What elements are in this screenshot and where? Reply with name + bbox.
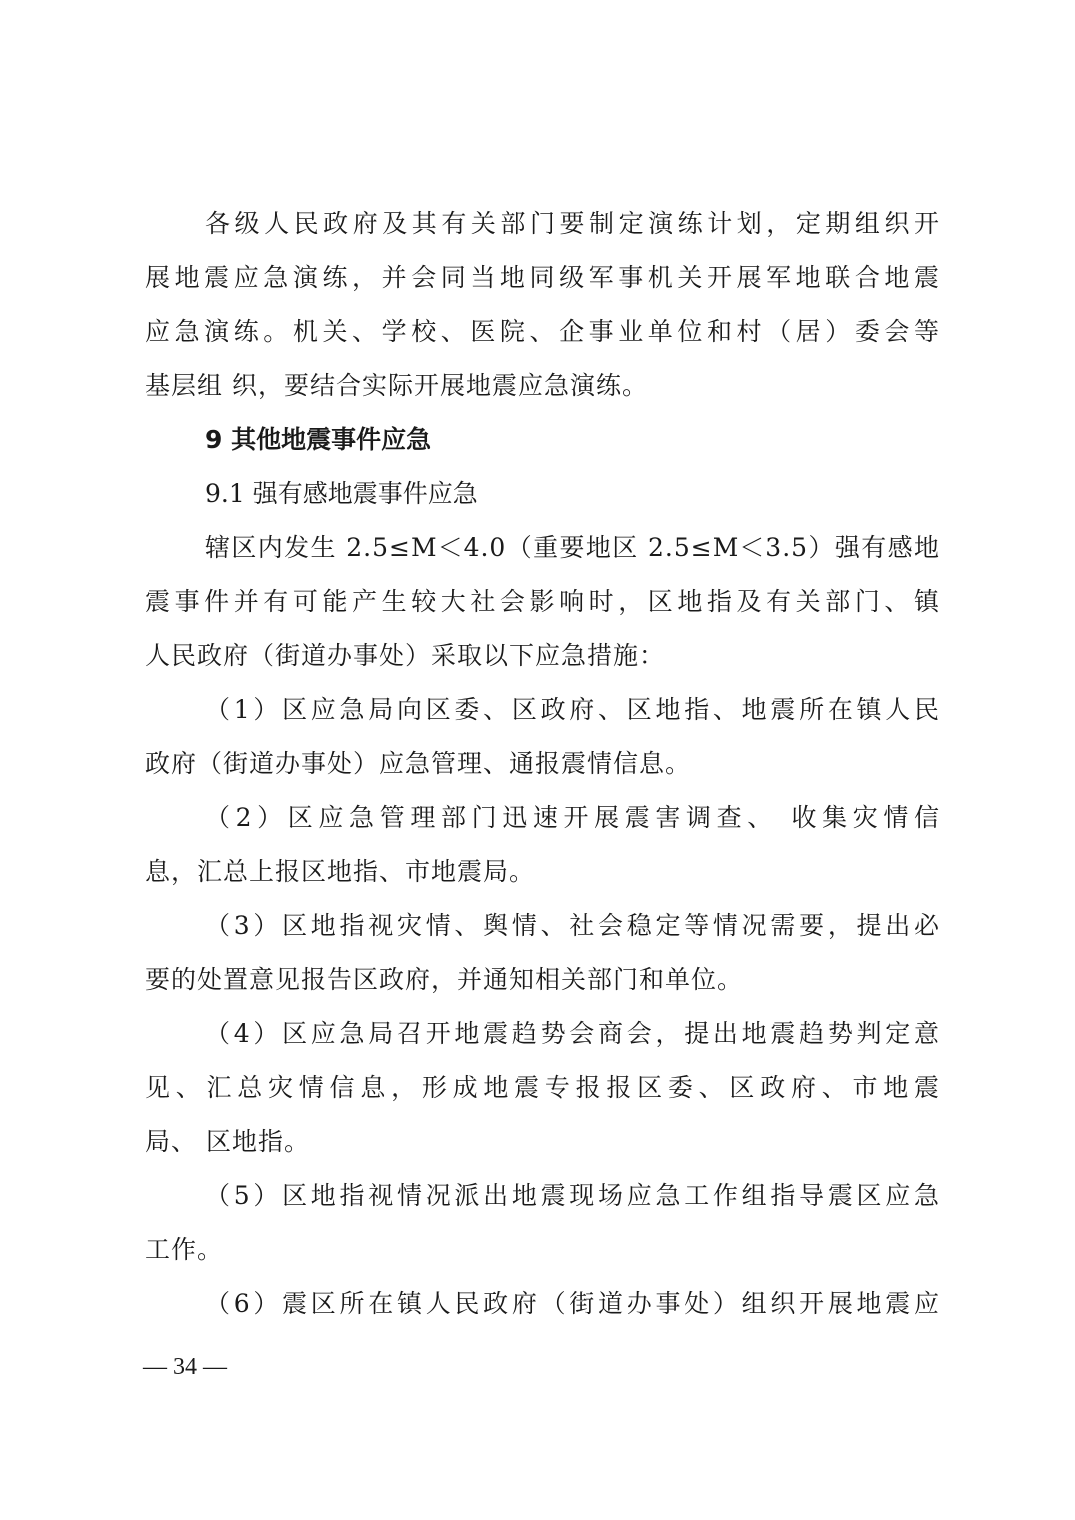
list-item-line: 局、 区地指。: [145, 1127, 310, 1156]
list-item-line: （5）区地指视情况派出地震现场应急工作组指导震区应急: [205, 1181, 940, 1210]
paragraph-line: 应急演练。机关、学校、医院、企事业单位和村（居）委会等: [145, 317, 940, 346]
subsection-heading: 9.1 强有感地震事件应急: [205, 479, 478, 508]
list-item-line: （4）区应急局召开地震趋势会商会，提出地震趋势判定意: [205, 1019, 940, 1048]
section-heading: 9 其他地震事件应急: [205, 425, 432, 454]
list-item-line: （2）区应急管理部门迅速开展震害调查、 收集灾情信: [205, 803, 940, 832]
paragraph-line: 展地震应急演练，并会同当地同级军事机关开展军地联合地震: [145, 263, 940, 292]
list-item-line: 息，汇总上报区地指、市地震局。: [145, 857, 536, 886]
list-item-line: 见、汇总灾情信息，形成地震专报报区委、区政府、市地震: [145, 1073, 940, 1102]
paragraph-line: 辖区内发生 2.5≤M＜4.0（重要地区 2.5≤M＜3.5）强有感地: [205, 533, 940, 562]
list-item-line: 政府（街道办事处）应急管理、通报震情信息。: [145, 749, 692, 778]
paragraph-line: 人民政府（街道办事处）采取以下应急措施：: [145, 641, 666, 670]
list-item-line: （3）区地指视灾情、舆情、社会稳定等情况需要，提出必: [205, 911, 940, 940]
list-item-line: （6）震区所在镇人民政府（街道办事处）组织开展地震应: [205, 1289, 940, 1318]
paragraph-line: 震事件并有可能产生较大社会影响时，区地指及有关部门、镇: [145, 587, 940, 616]
paragraph-line: 基层组 织，要结合实际开展地震应急演练。: [145, 371, 648, 400]
page-number: — 34 —: [143, 1354, 227, 1380]
list-item-line: （1）区应急局向区委、区政府、区地指、地震所在镇人民: [205, 695, 940, 724]
paragraph-line: 各级人民政府及其有关部门要制定演练计划，定期组织开: [205, 209, 940, 238]
list-item-line: 工作。: [145, 1235, 224, 1264]
list-item-line: 要的处置意见报告区政府，并通知相关部门和单位。: [145, 965, 744, 994]
